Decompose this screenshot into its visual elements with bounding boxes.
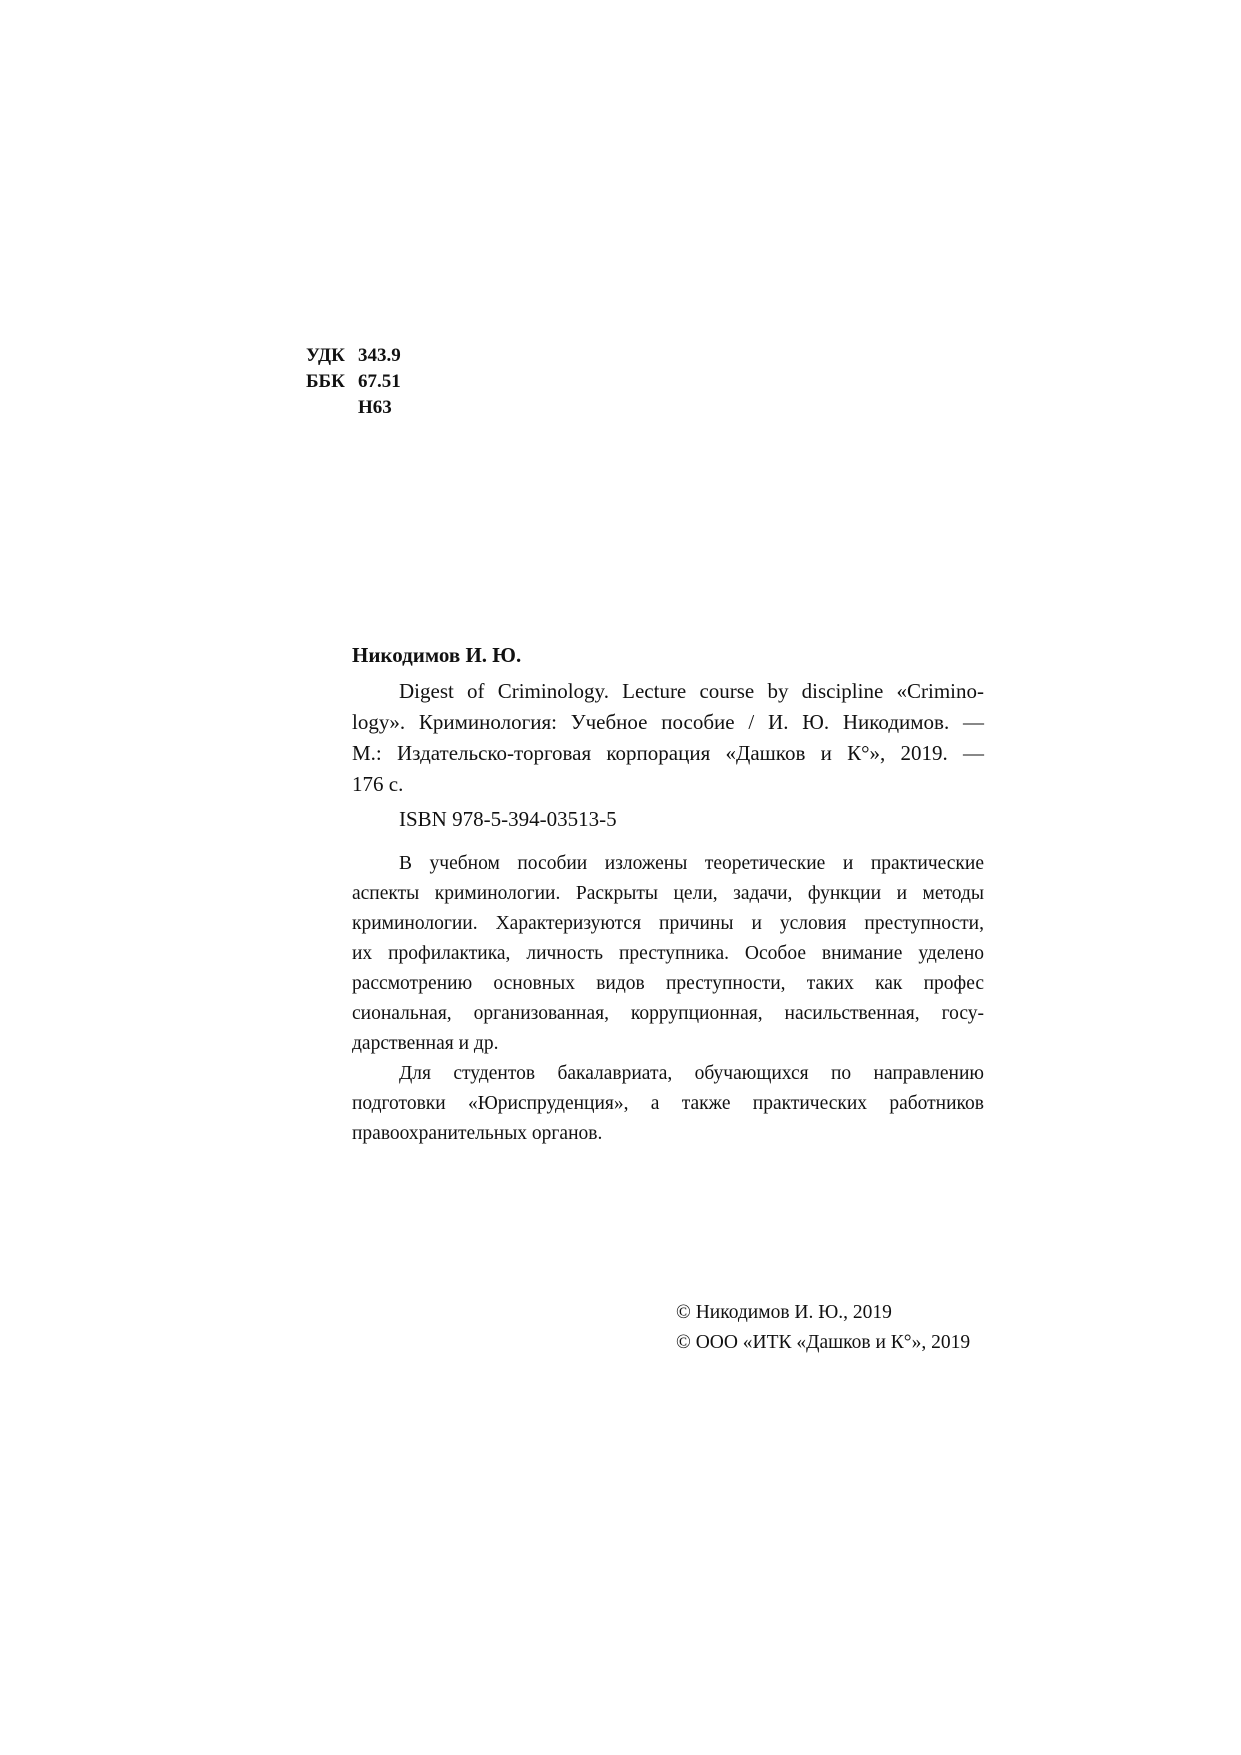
- bbk-value: 67.51: [358, 371, 401, 392]
- copyright-block: [676, 1298, 970, 1358]
- annotation-line: правоохранительных органов.: [352, 1123, 603, 1144]
- annotation-paragraph-2: [352, 1059, 984, 1149]
- udk-label: УДК: [306, 345, 345, 366]
- author-name: Никодимов И. Ю.: [352, 643, 522, 667]
- annotation-line: аспекты криминологии. Раскрыты цели, задачи, функции и методы: [352, 883, 984, 904]
- annotation-line: их профилактика, личность преступника. Особое внимание уделено: [352, 943, 984, 964]
- annotation-line: криминологии. Характеризуются причины и условия преступности,: [352, 913, 984, 934]
- annotation-line: рассмотрению основных видов преступности, таких как профес: [352, 973, 984, 994]
- annotation-line: подготовки «Юриспруденция», а также практических работников: [352, 1093, 984, 1114]
- annotation-line: сиональная, организованная, коррупционная, насильственная, госу-: [352, 1003, 984, 1024]
- bbk-row: [306, 369, 401, 395]
- copyright-publisher: © ООО «ИТК «Дашков и К°», 2019: [676, 1332, 971, 1353]
- description-line: 176 с.: [352, 772, 404, 796]
- annotation-paragraph-1: [352, 849, 984, 1059]
- isbn: ISBN 978-5-394-03513-5: [399, 807, 617, 831]
- annotation: [352, 849, 984, 1149]
- author-mark: Н63: [358, 397, 392, 418]
- annotation-line: В учебном пособии изложены теоретические и практические: [399, 853, 984, 874]
- udk-row: [306, 343, 401, 369]
- bibliographic-block: [352, 640, 984, 1149]
- udk-value: 343.9: [358, 345, 401, 366]
- annotation-line: Для студентов бакалавриата, обучающихся по направлению: [399, 1063, 984, 1084]
- annotation-line: дарственная и др.: [352, 1033, 499, 1054]
- bbk-label: ББК: [306, 371, 345, 392]
- description-line: Digest of Criminology. Lecture course by discipline «Crimino-: [399, 679, 984, 703]
- author-mark-row: [306, 395, 401, 421]
- author-mark-spacer: [306, 395, 358, 421]
- copyright-author: © Никодимов И. Ю., 2019: [676, 1302, 892, 1323]
- classification-block: [306, 343, 401, 421]
- bibliographic-description: [352, 676, 984, 800]
- description-line: logy». Криминология: Учебное пособие / И. Ю. Никодимов. —: [352, 710, 984, 734]
- description-line: М.: Издательско-торговая корпорация «Дашков и К°», 2019. —: [352, 741, 984, 765]
